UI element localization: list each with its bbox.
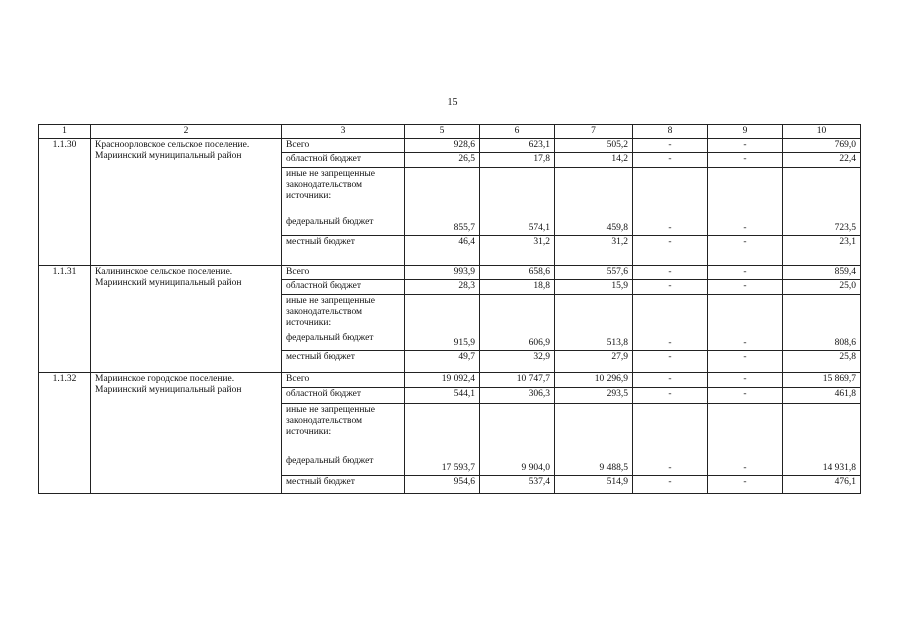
federal-value: - bbox=[668, 463, 672, 473]
federal-value: 459,8 bbox=[606, 223, 628, 233]
total-value-cell: 10 296,9 bbox=[555, 373, 633, 388]
federal-value-cell bbox=[405, 168, 480, 236]
federal-value-cell bbox=[633, 168, 708, 236]
local-value-cell: 514,9 bbox=[555, 476, 633, 494]
federal-value: 17 593,7 bbox=[441, 463, 475, 473]
local-value-cell: - bbox=[708, 236, 783, 266]
local-value-cell: 476,1 bbox=[783, 476, 861, 494]
federal-value-cell bbox=[783, 404, 861, 476]
regional-value-cell: 18,8 bbox=[480, 280, 555, 295]
federal-value-cell bbox=[555, 168, 633, 236]
section-name: Мариинское городское поселение. Мариинский муниципальный район bbox=[91, 373, 282, 494]
federal-value: - bbox=[668, 338, 672, 348]
section-code: 1.1.31 bbox=[39, 266, 91, 373]
regional-value-cell: 461,8 bbox=[783, 388, 861, 404]
federal-value-cell bbox=[783, 295, 861, 351]
regional-value-cell: 14,2 bbox=[555, 153, 633, 168]
federal-value-cell bbox=[708, 168, 783, 236]
regional-value-cell: - bbox=[633, 153, 708, 168]
local-value-cell: 46,4 bbox=[405, 236, 480, 266]
regional-value-cell: 544,1 bbox=[405, 388, 480, 404]
total-value-cell: - bbox=[633, 266, 708, 280]
total-value-cell: - bbox=[708, 266, 783, 280]
section-total-row bbox=[39, 373, 861, 388]
total-value-cell: - bbox=[708, 373, 783, 388]
federal-value-cell bbox=[405, 404, 480, 476]
local-value-cell: 27,9 bbox=[555, 351, 633, 373]
regional-value-cell: 28,3 bbox=[405, 280, 480, 295]
header-cell: 9 bbox=[708, 125, 783, 139]
page-number: 15 bbox=[447, 97, 458, 108]
total-value-cell: 658,6 bbox=[480, 266, 555, 280]
federal-value-cell bbox=[480, 168, 555, 236]
header-cell: 7 bbox=[555, 125, 633, 139]
regional-value-cell: 293,5 bbox=[555, 388, 633, 404]
federal-value: - bbox=[743, 223, 747, 233]
federal-value-cell bbox=[633, 404, 708, 476]
federal-value: 855,7 bbox=[453, 223, 475, 233]
header-cell: 5 bbox=[405, 125, 480, 139]
local-value-cell: - bbox=[708, 476, 783, 494]
total-label: Всего bbox=[282, 139, 405, 153]
header-cell: 10 bbox=[783, 125, 861, 139]
regional-value-cell: 306,3 bbox=[480, 388, 555, 404]
regional-value-cell: 26,5 bbox=[405, 153, 480, 168]
federal-value: 574,1 bbox=[528, 223, 550, 233]
federal-value-cell bbox=[708, 295, 783, 351]
federal-value: 606,9 bbox=[528, 338, 550, 348]
local-label: местный бюджет bbox=[282, 236, 405, 266]
local-label: местный бюджет bbox=[282, 476, 405, 494]
section-code: 1.1.30 bbox=[39, 139, 91, 266]
total-value-cell: 993,9 bbox=[405, 266, 480, 280]
local-value-cell: - bbox=[708, 351, 783, 373]
other-sources-label: иные не запрещенные законодательством источники: bbox=[286, 296, 376, 328]
local-value-cell: 25,8 bbox=[783, 351, 861, 373]
regional-value-cell: - bbox=[708, 388, 783, 404]
section-name: Калининское сельское поселение. Мариинский муниципальный район bbox=[91, 266, 282, 373]
total-value-cell: 505,2 bbox=[555, 139, 633, 153]
total-value-cell: - bbox=[633, 139, 708, 153]
federal-value: 513,8 bbox=[606, 338, 628, 348]
regional-value-cell: - bbox=[708, 280, 783, 295]
federal-value-cell bbox=[555, 404, 633, 476]
total-label: Всего bbox=[282, 373, 405, 388]
regional-value-cell: - bbox=[633, 280, 708, 295]
header-cell: 3 bbox=[282, 125, 405, 139]
regional-value-cell: 17,8 bbox=[480, 153, 555, 168]
total-value-cell: 928,6 bbox=[405, 139, 480, 153]
federal-value-cell bbox=[708, 404, 783, 476]
other-sources-cell bbox=[282, 404, 405, 476]
header-cell: 2 bbox=[91, 125, 282, 139]
total-value-cell: 10 747,7 bbox=[480, 373, 555, 388]
total-value-cell: 557,6 bbox=[555, 266, 633, 280]
federal-value: - bbox=[743, 338, 747, 348]
local-value-cell: 32,9 bbox=[480, 351, 555, 373]
regional-value-cell: 15,9 bbox=[555, 280, 633, 295]
other-sources-cell bbox=[282, 168, 405, 236]
federal-label: федеральный бюджет bbox=[286, 333, 374, 343]
local-value-cell: - bbox=[633, 236, 708, 266]
other-sources-label: иные не запрещенные законодательством источники: bbox=[286, 405, 376, 437]
total-value-cell: 769,0 bbox=[783, 139, 861, 153]
local-label: местный бюджет bbox=[282, 351, 405, 373]
federal-value: - bbox=[668, 223, 672, 233]
local-value-cell: 31,2 bbox=[555, 236, 633, 266]
section-name: Красноорловское сельское поселение. Мариинский муниципальный район bbox=[91, 139, 282, 266]
regional-value-cell: - bbox=[633, 388, 708, 404]
federal-value-cell bbox=[633, 295, 708, 351]
regional-label: областной бюджет bbox=[282, 280, 405, 295]
federal-value: - bbox=[743, 463, 747, 473]
regional-label: областной бюджет bbox=[282, 388, 405, 404]
federal-value: 723,5 bbox=[834, 223, 856, 233]
federal-value-cell bbox=[783, 168, 861, 236]
section-code: 1.1.32 bbox=[39, 373, 91, 494]
other-sources-cell bbox=[282, 295, 405, 351]
local-value-cell: 954,6 bbox=[405, 476, 480, 494]
federal-label: федеральный бюджет bbox=[286, 217, 374, 227]
budget-table bbox=[38, 124, 861, 494]
local-value-cell: 23,1 bbox=[783, 236, 861, 266]
section-total-row bbox=[39, 139, 861, 153]
local-value-cell: - bbox=[633, 351, 708, 373]
total-label: Всего bbox=[282, 266, 405, 280]
federal-value: 915,9 bbox=[453, 338, 475, 348]
header-row bbox=[39, 125, 861, 139]
local-value-cell: 31,2 bbox=[480, 236, 555, 266]
federal-value: 9 488,5 bbox=[599, 463, 628, 473]
local-value-cell: 537,4 bbox=[480, 476, 555, 494]
section-total-row bbox=[39, 266, 861, 280]
local-value-cell: - bbox=[633, 476, 708, 494]
regional-value-cell: 22,4 bbox=[783, 153, 861, 168]
total-value-cell: 19 092,4 bbox=[405, 373, 480, 388]
header-cell: 8 bbox=[633, 125, 708, 139]
federal-value: 14 931,8 bbox=[822, 463, 856, 473]
total-value-cell: - bbox=[633, 373, 708, 388]
federal-value-cell bbox=[405, 295, 480, 351]
local-value-cell: 49,7 bbox=[405, 351, 480, 373]
federal-value: 808,6 bbox=[834, 338, 856, 348]
federal-value-cell bbox=[480, 404, 555, 476]
other-sources-label: иные не запрещенные законодательством источники: bbox=[286, 169, 376, 201]
regional-value-cell: 25,0 bbox=[783, 280, 861, 295]
regional-label: областной бюджет bbox=[282, 153, 405, 168]
header-cell: 1 bbox=[39, 125, 91, 139]
federal-label: федеральный бюджет bbox=[286, 456, 374, 466]
federal-value: 9 904,0 bbox=[521, 463, 550, 473]
header-cell: 6 bbox=[480, 125, 555, 139]
total-value-cell: 623,1 bbox=[480, 139, 555, 153]
regional-value-cell: - bbox=[708, 153, 783, 168]
total-value-cell: - bbox=[708, 139, 783, 153]
federal-value-cell bbox=[480, 295, 555, 351]
total-value-cell: 859,4 bbox=[783, 266, 861, 280]
total-value-cell: 15 869,7 bbox=[783, 373, 861, 388]
federal-value-cell bbox=[555, 295, 633, 351]
